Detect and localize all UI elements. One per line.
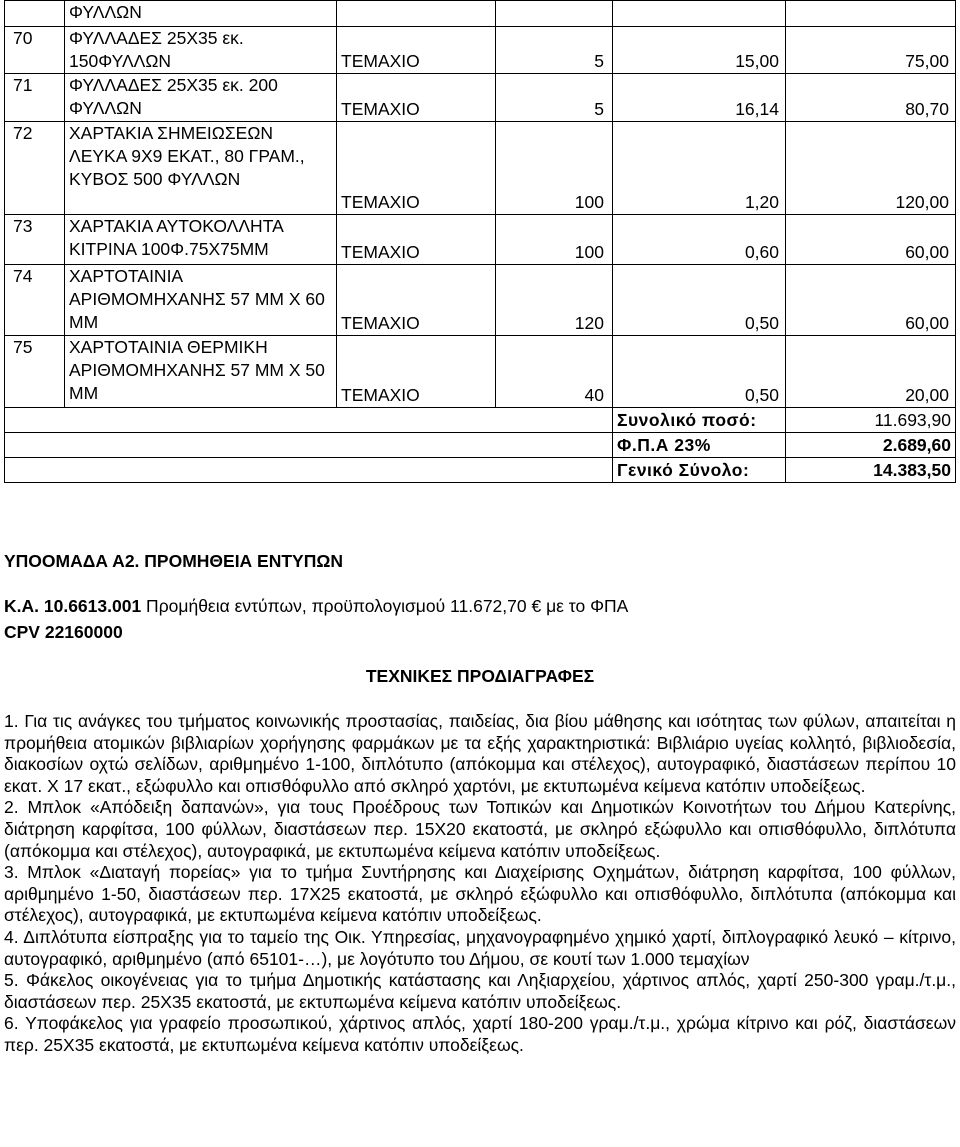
row-total: 80,70 <box>786 74 956 122</box>
row-number: 73 <box>5 215 65 265</box>
subtotal-value: 11.693,90 <box>786 408 956 433</box>
row-desc-tail: ΦΥΛΛΩΝ <box>65 1 337 27</box>
row-unit: ΤΕΜΑΧΙΟ <box>337 27 496 74</box>
row-price: 16,14 <box>613 74 786 122</box>
budget-text: Προμήθεια εντύπων, προϋπολογισμού 11.672,70 € με το ΦΠΑ <box>141 596 629 616</box>
budget-line <box>4 596 957 617</box>
budget-code: Κ.Α. 10.6613.001 <box>4 596 142 616</box>
row-number: 75 <box>5 336 65 408</box>
row-number: 72 <box>5 122 65 215</box>
spec-item: 4. Διπλότυπα είσπραξης για το ταμείο της Οικ. Υπηρεσίας, μηχανογραφημένο χημικό χαρτί, διπλογραφικό λευκό – κίτρινο, αυτογραφικό, αριθμημένο (από 65101-…), με λογότυπο του Δήμου, σε κουτί των 1.000 τεμαχίων <box>4 926 956 969</box>
spec-item: 5. Φάκελος οικογένειας για το τμήμα Δημοτικής κατάστασης και Ληξιαρχείου, χάρτινος απλός, χαρτί 250-300 γραμ./τ.μ., διαστάσεων περ. 25Χ35 εκατοστά, με εκτυπωμένα κείμενα κατόπιν υποδείξεως. <box>4 970 956 1012</box>
section-heading: ΥΠΟΟΜΑΔΑ Α2. ΠΡΟΜΗΘΕΙΑ ΕΝΤΥΠΩΝ <box>4 551 344 571</box>
spec-item: 2. Μπλοκ «Απόδειξη δαπανών», για τους Προέδρους των Τοπικών και Δημοτικών Κοινοτήτων του Δήμου Κατερίνης, διάτρηση καρφίτσα, 100 φύλλων, διαστάσεων περ. 15Χ20 εκατοστά, με σκληρό εξώφυλλο και οπισθόφυλλο, διπλότυπα (απόκομμα και στέλεχος), αυτογραφικά, με εκτυπωμένα κείμενα κατόπιν υποδείξεως. <box>4 797 956 861</box>
row-unit: ΤΕΜΑΧΙΟ <box>337 74 496 122</box>
subtotal-label: Συνολικό ποσό: <box>613 408 786 433</box>
row-unit: ΤΕΜΑΧΙΟ <box>337 265 496 336</box>
table-row <box>5 1 956 27</box>
row-total: 20,00 <box>786 336 956 408</box>
row-description: ΦΥΛΛΑΔΕΣ 25Χ35 εκ. 150ΦΥΛΛΩΝ <box>65 27 337 74</box>
cpv-code: CPV 22160000 <box>4 622 123 642</box>
grand-total-value: 14.383,50 <box>786 458 956 483</box>
row-total: 75,00 <box>786 27 956 74</box>
table-row <box>5 336 956 408</box>
specs-list <box>4 711 956 1057</box>
spec-item: 1. Για τις ανάγκες του τμήματος κοινωνικής προστασίας, παιδείας, δια βίου μάθησης και ισότητας των φύλων, απαιτείται η προμήθεια ατομικών βιβλιαρίων χορήγησης φαρμάκων με τα εξής χαρακτηριστικά: Βιβλιάριο υγείας κολλητό, βιβλιοδεσία, διακοσίων οχτώ σελίδων, αριθμημένο 1-100, διπλότυπο (απόκομμα και στέλεχος), αυτογραφικό, διαστάσεων περίπου 10 εκατ. Χ 17 εκατ., εξώφυλλο και οπισθόφυλλο από σκληρό χαρτόνι, με εκτυπωμένα κείμενα κατόπιν υποδείξεως. <box>4 711 956 796</box>
row-quantity: 100 <box>496 122 613 215</box>
row-number: 70 <box>5 27 65 74</box>
row-description: ΧΑΡΤΑΚΙΑ ΣΗΜΕΙΩΣΕΩΝ ΛΕΥΚΑ 9Χ9 ΕΚΑΤ., 80 ΓΡΑΜ., ΚΥΒΟΣ 500 ΦΥΛΛΩΝ <box>65 122 337 215</box>
summary-row-vat <box>5 433 956 458</box>
row-price: 0,50 <box>613 265 786 336</box>
row-number: 74 <box>5 265 65 336</box>
row-description: ΧΑΡΤΑΚΙΑ ΑΥΤΟΚΟΛΛΗΤΑ ΚΙΤΡΙΝΑ 100Φ.75Χ75ΜΜ <box>65 215 337 265</box>
row-total: 60,00 <box>786 265 956 336</box>
row-quantity: 100 <box>496 215 613 265</box>
summary-row-grand-total <box>5 458 956 483</box>
row-description: ΧΑΡΤΟΤΑΙΝΙΑ ΘΕΡΜΙΚΗ ΑΡΙΘΜΟΜΗΧΑΝΗΣ 57 ΜΜ Χ 50 ΜΜ <box>65 336 337 408</box>
table-row <box>5 215 956 265</box>
items-table <box>4 0 956 483</box>
vat-label: Φ.Π.Α 23% <box>613 433 786 458</box>
row-unit: ΤΕΜΑΧΙΟ <box>337 336 496 408</box>
row-price: 0,60 <box>613 215 786 265</box>
row-quantity: 5 <box>496 74 613 122</box>
row-price: 1,20 <box>613 122 786 215</box>
row-description: ΧΑΡΤΟΤΑΙΝΙΑ ΑΡΙΘΜΟΜΗΧΑΝΗΣ 57 ΜΜ Χ 60 ΜΜ <box>65 265 337 336</box>
row-quantity: 5 <box>496 27 613 74</box>
row-number: 71 <box>5 74 65 122</box>
table-row <box>5 27 956 74</box>
row-total: 120,00 <box>786 122 956 215</box>
row-quantity: 120 <box>496 265 613 336</box>
row-quantity: 40 <box>496 336 613 408</box>
grand-total-label: Γενικό Σύνολο: <box>613 458 786 483</box>
spec-item: 6. Υποφάκελος για γραφείο προσωπικού, χάρτινος απλός, χαρτί 180-200 γραμ./τ.μ., χρώμα κίτρινο και ρόζ, διαστάσεων περ. 25Χ35 εκατοστά, με εκτυπωμένα κείμενα κατόπιν υποδείξεως. <box>4 1013 956 1055</box>
row-price: 0,50 <box>613 336 786 408</box>
row-price: 15,00 <box>613 27 786 74</box>
row-total: 60,00 <box>786 215 956 265</box>
table-row <box>5 122 956 215</box>
table-row <box>5 265 956 336</box>
tech-specs-title: ΤΕΧΝΙΚΕΣ ΠΡΟΔΙΑΓΡΑΦΕΣ <box>365 666 595 686</box>
row-description: ΦΥΛΛΑΔΕΣ 25Χ35 εκ. 200 ΦΥΛΛΩΝ <box>65 74 337 122</box>
row-unit: ΤΕΜΑΧΙΟ <box>337 215 496 265</box>
vat-value: 2.689,60 <box>786 433 956 458</box>
row-unit: ΤΕΜΑΧΙΟ <box>337 122 496 215</box>
spec-item: 3. Μπλοκ «Διαταγή πορείας» για το τμήμα Συντήρησης και Διαχείρισης Οχημάτων, διάτρηση καρφίτσα, 100 φύλλων, αριθμημένο 1-50, διαστάσεων περ. 17Χ25 εκατοστά, με σκληρό εξώφυλλο και οπισθόφυλλο, διπλότυπα (απόκομμα και στέλεχος), αυτογραφικά, με εκτυπωμένα κείμενα κατόπιν υποδείξεως. <box>4 862 956 926</box>
summary-row-subtotal <box>5 408 956 433</box>
table-row <box>5 74 956 122</box>
